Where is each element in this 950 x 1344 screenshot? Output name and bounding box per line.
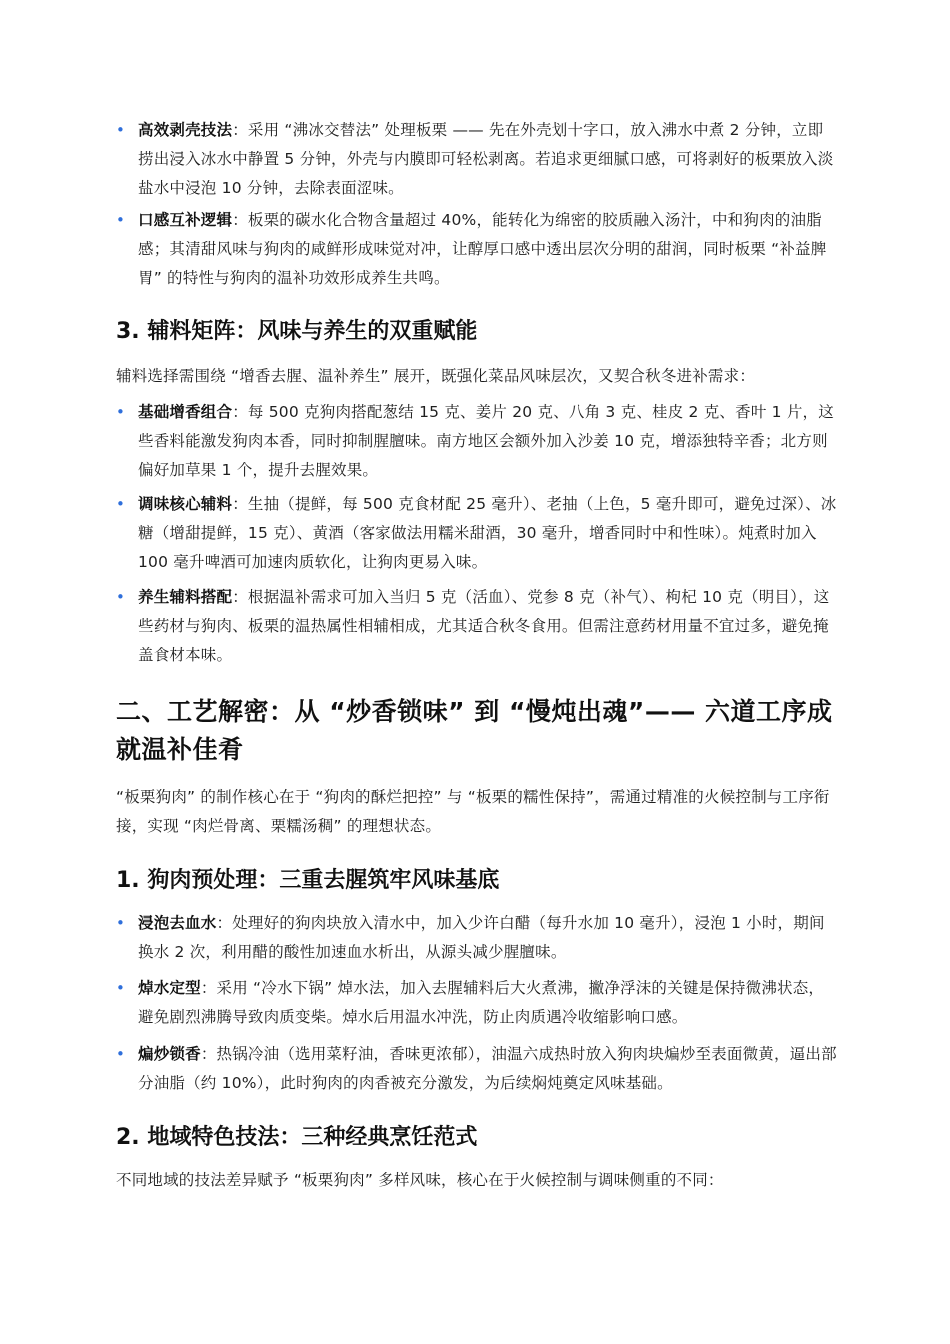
list-item (138, 398, 838, 485)
item-text: ：热锅冷油（选用菜籽油，香味更浓郁），油温六成热时放入狗肉块煸炒至表面微黄，逼出部分油脂（约 10%），此时狗肉的肉香被充分激发，为后续焖炖奠定风味基础。 (138, 1045, 837, 1092)
item-term: 养生辅料搭配 (138, 588, 233, 606)
item-term: 高效剥壳技法 (138, 121, 233, 139)
item-text: ：每 500 克狗肉搭配葱结 15 克、姜片 20 克、八角 3 克、桂皮 2 克、香叶 1 片，这些香料能激发狗肉本香，同时抑制腥膻味。南方地区会额外加入沙姜 10 克，增添独特辛香；北方则偏好加草果 1 个，提升去腥效果。 (138, 403, 834, 479)
item-term: 基础增香组合 (138, 403, 233, 421)
item-term: 焯水定型 (138, 979, 201, 997)
item-text: ：采用 “冷水下锅” 焯水法，加入去腥辅料后大火煮沸，撇净浮沫的关键是保持微沸状态，避免剧烈沸腾导致肉质变柴。焯水后用温水冲洗，防止肉质遇冷收缩影响口感。 (138, 979, 825, 1026)
chapter-intro: “板栗狗肉” 的制作核心在于 “狗肉的酥烂把控” 与 “板栗的糯性保持”，需通过精准的火候控制与工序衔接，实现 “肉烂骨离、栗糯汤稠” 的理想状态。 (116, 788, 830, 835)
list-item (138, 583, 838, 670)
bullet-marker: • (116, 1045, 125, 1063)
bullet-marker: • (116, 121, 125, 139)
item-term: 煸炒锁香 (138, 1045, 201, 1063)
item-text: ：生抽（提鲜，每 500 克食材配 25 毫升）、老抽（上色，5 毫升即可，避免过深）、冰糖（增甜提鲜，15 克）、黄酒（客家做法用糯米甜酒，30 毫升，增香同时中和性味）。炖煮时加入 100 毫升啤酒可加速肉质软化，让狗肉更易入味。 (138, 495, 837, 571)
bullet-marker: • (116, 914, 125, 932)
item-text: ：根据温补需求可加入当归 5 克（活血）、党参 8 克（补气）、枸杞 10 克（明目），这些药材与狗肉、板栗的温热属性相辅相成，尤其适合秋冬食用。但需注意药材用量不宜过多，避免掩盖食材本味。 (138, 588, 830, 664)
item-text: ：采用 “沸冰交替法” 处理板栗 —— 先在外壳划十字口，放入沸水中煮 2 分钟，立即捞出浸入冰水中静置 5 分钟，外壳与内膜即可轻松剥离。若追求更细腻口感，可将剥好的板栗放入淡盐水中浸泡 10 分钟，去除表面涩味。 (138, 121, 834, 197)
list-item (138, 974, 838, 1032)
bullet-marker: • (116, 979, 125, 997)
chapter-heading: 二、工艺解密：从 “炒香锁味” 到 “慢炖出魂”—— 六道工序成就温补佳肴 (116, 697, 833, 764)
bullet-marker: • (116, 211, 125, 229)
item-term: 浸泡去血水 (138, 914, 217, 932)
section-heading: 3. 辅料矩阵：风味与养生的双重赋能 (116, 319, 478, 344)
list-item (138, 1040, 838, 1098)
item-term: 调味核心辅料 (138, 495, 233, 513)
bullet-marker: • (116, 588, 125, 606)
list-item (138, 490, 838, 577)
item-text: ：板栗的碳水化合物含量超过 40%，能转化为绵密的胶质融入汤汁，中和狗肉的油脂感；其清甜风味与狗肉的咸鲜形成味觉对冲，让醇厚口感中透出层次分明的甜润，同时板栗 “补益脾胃” 的特性与狗肉的温补功效形成养生共鸣。 (138, 211, 827, 287)
section-intro: 辅料选择需围绕 “增香去腥、温补养生” 展开，既强化菜品风味层次，又契合秋冬进补需求： (116, 367, 756, 385)
bullet-marker: • (116, 403, 125, 421)
bullet-marker: • (116, 495, 125, 513)
section-heading: 2. 地域特色技法：三种经典烹饪范式 (116, 1125, 478, 1150)
list-item (138, 116, 838, 203)
list-item (138, 206, 838, 293)
section-intro: 不同地域的技法差异赋予 “板栗狗肉” 多样风味，核心在于火候控制与调味侧重的不同： (116, 1171, 724, 1189)
list-item (138, 909, 838, 967)
item-term: 口感互补逻辑 (138, 211, 233, 229)
item-text: ：处理好的狗肉块放入清水中，加入少许白醋（每升水加 10 毫升），浸泡 1 小时，期间换水 2 次，利用醋的酸性加速血水析出，从源头减少腥膻味。 (138, 914, 825, 961)
section-heading: 1. 狗肉预处理：三重去腥筑牢风味基底 (116, 868, 500, 893)
